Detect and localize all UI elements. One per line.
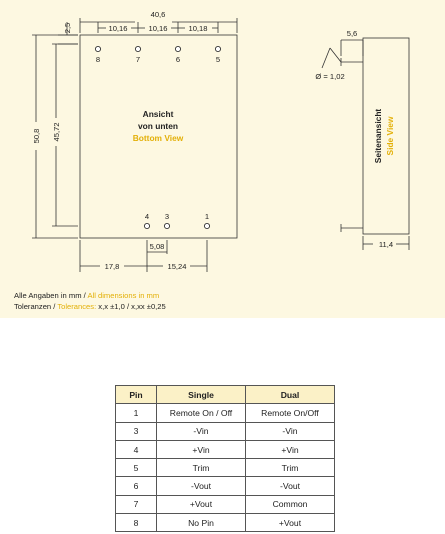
cell-pin: 6 bbox=[116, 477, 157, 495]
cell-single: Remote On / Off bbox=[157, 404, 246, 422]
header-single: Single bbox=[157, 386, 246, 404]
dim-bottom-left: 17,8 bbox=[104, 262, 120, 271]
cell-single: Trim bbox=[157, 459, 246, 477]
cell-dual: -Vin bbox=[246, 422, 335, 440]
side-view-label-en: Side View bbox=[385, 116, 395, 156]
note-tolerances-de: Toleranzen / bbox=[14, 302, 58, 311]
table-row bbox=[116, 440, 335, 458]
cell-single: +Vout bbox=[157, 495, 246, 513]
dim-offset-top: 2,5 bbox=[63, 22, 72, 34]
cell-single: -Vout bbox=[157, 477, 246, 495]
note-tolerances bbox=[14, 302, 166, 311]
note-dimensions bbox=[14, 291, 159, 300]
note-tolerances-values: x,x ±1,0 / x,xx ±0,25 bbox=[96, 302, 166, 311]
table-row bbox=[116, 422, 335, 440]
note-dimensions-de: Alle Angaben in mm / bbox=[14, 291, 88, 300]
cell-single: +Vin bbox=[157, 440, 246, 458]
pin-label-3: 3 bbox=[164, 212, 170, 221]
dim-side-depth: 11,4 bbox=[378, 240, 394, 249]
table-header-row bbox=[116, 386, 335, 404]
pin-label-8: 8 bbox=[95, 55, 101, 64]
dim-height-inner: 45,72 bbox=[52, 122, 61, 142]
dim-total-width: 40,6 bbox=[150, 10, 166, 19]
pin-label-7: 7 bbox=[135, 55, 141, 64]
cell-dual: +Vin bbox=[246, 440, 335, 458]
dim-pin-diameter: Ø = 1,02 bbox=[315, 72, 345, 81]
dim-pin-length: 5,6 bbox=[346, 29, 358, 38]
cell-single: No Pin bbox=[157, 514, 246, 532]
table-row bbox=[116, 459, 335, 477]
cell-pin: 7 bbox=[116, 495, 157, 513]
pin-label-5: 5 bbox=[215, 55, 221, 64]
cell-pin: 5 bbox=[116, 459, 157, 477]
cell-dual: Trim bbox=[246, 459, 335, 477]
note-tolerances-en: Tolerances: bbox=[57, 302, 97, 311]
cell-dual: Remote On/Off bbox=[246, 404, 335, 422]
pin-6-circle bbox=[175, 46, 180, 51]
pin-1-circle bbox=[204, 223, 209, 228]
table-row bbox=[116, 514, 335, 532]
cell-pin: 1 bbox=[116, 404, 157, 422]
pin-3-circle bbox=[164, 223, 169, 228]
table-row bbox=[116, 404, 335, 422]
dim-pitch-2: 10,16 bbox=[148, 24, 168, 33]
dim-bottom-right: 15,24 bbox=[167, 262, 187, 271]
dim-pitch-3: 10,18 bbox=[188, 24, 208, 33]
cell-pin: 8 bbox=[116, 514, 157, 532]
pin-5-circle bbox=[215, 46, 220, 51]
dim-pitch-1: 10,16 bbox=[108, 24, 128, 33]
cell-pin: 3 bbox=[116, 422, 157, 440]
pin-label-6: 6 bbox=[175, 55, 181, 64]
cell-dual: +Vout bbox=[246, 514, 335, 532]
pin-4-circle bbox=[144, 223, 149, 228]
pin-label-4: 4 bbox=[144, 212, 150, 221]
table-row bbox=[116, 477, 335, 495]
dim-pin-gap: 5,08 bbox=[149, 242, 165, 251]
pin-label-1: 1 bbox=[204, 212, 210, 221]
pin-7-circle bbox=[135, 46, 140, 51]
dim-height-total: 50,8 bbox=[32, 128, 41, 144]
bottom-view-label-en: Bottom View bbox=[132, 133, 184, 143]
cell-single: -Vin bbox=[157, 422, 246, 440]
header-pin: Pin bbox=[116, 386, 157, 404]
bottom-view-label-de-1: Ansicht bbox=[142, 109, 174, 119]
note-dimensions-en: All dimensions in mm bbox=[87, 291, 160, 300]
cell-dual: Common bbox=[246, 495, 335, 513]
table-row bbox=[116, 495, 335, 513]
pin-table bbox=[115, 385, 335, 532]
side-view-label-de: Seitenansicht bbox=[373, 108, 383, 164]
header-dual: Dual bbox=[246, 386, 335, 404]
bottom-view-label-de-2: von unten bbox=[137, 121, 179, 131]
cell-pin: 4 bbox=[116, 440, 157, 458]
pin-8-circle bbox=[95, 46, 100, 51]
cell-dual: -Vout bbox=[246, 477, 335, 495]
